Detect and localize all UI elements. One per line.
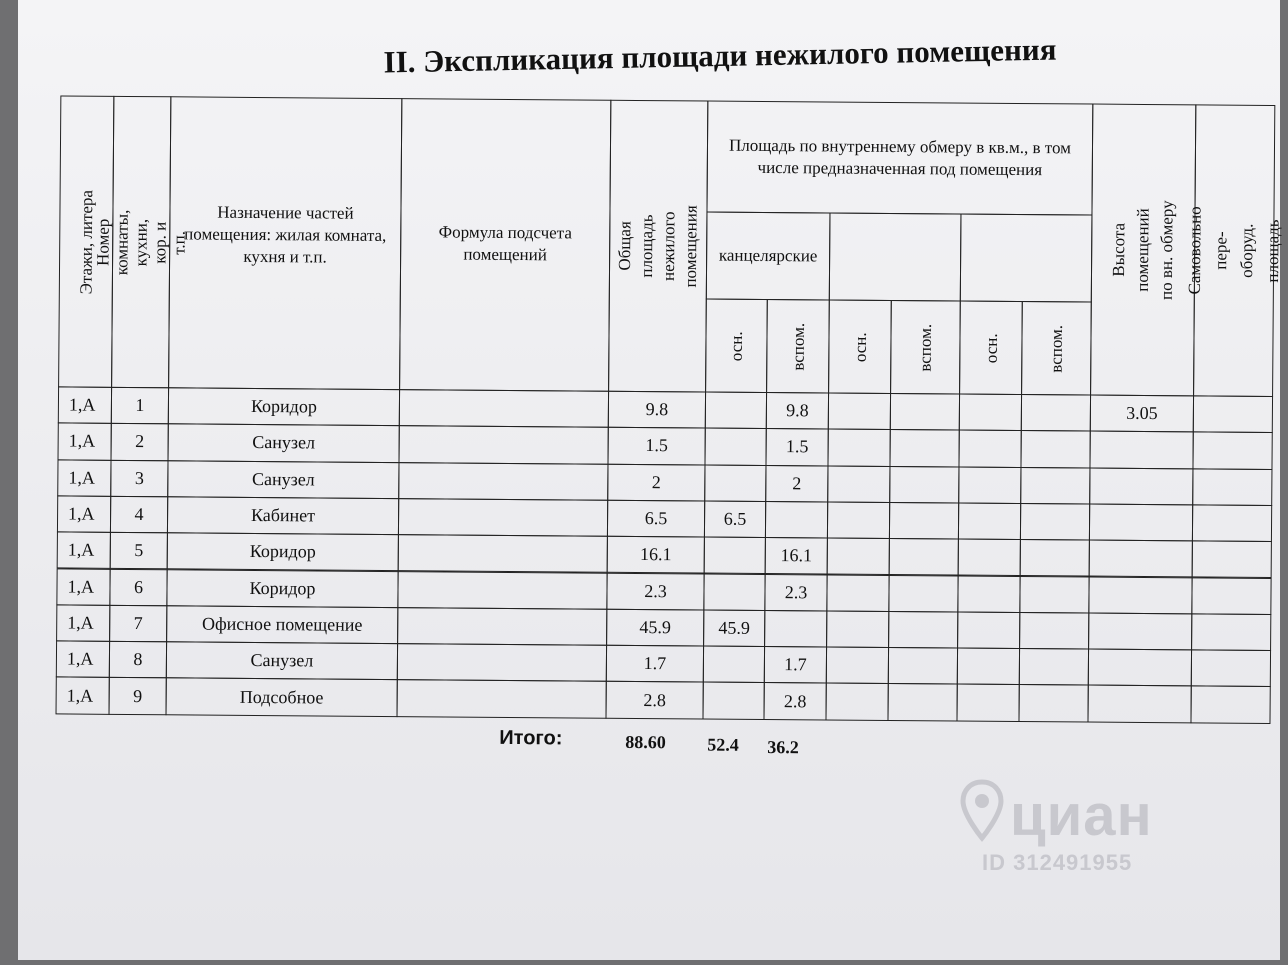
cell-floor: 1,А [56,568,110,606]
location-pin-icon [960,780,1004,842]
totals-total-area: 88.60 [625,731,666,753]
header-office-main [705,299,768,393]
header-purpose [168,96,402,390]
cell-main [703,646,765,684]
cell-height [1089,467,1193,505]
cell-g3m [958,539,1021,577]
header-height-text: Высота помещений по вн. обмеру [1108,200,1177,300]
cell-name: Подсобное [166,678,398,717]
cell-main: 45.9 [703,609,765,647]
cell-g2m [828,392,891,430]
cell-g2a [887,683,957,721]
header-total-area-text: Общая площадь нежилого помещения [615,205,701,288]
cell-main [702,682,764,720]
cell-floor: 1,А [56,604,110,642]
header-office-aux [766,299,830,393]
cell-g2a [888,611,958,649]
cell-g2m [826,574,889,612]
cell-floor: 1,А [56,641,110,679]
cell-aux: 1.7 [764,646,827,684]
header-self-built [1184,104,1283,397]
cell-no: 3 [110,459,168,497]
header-group3-aux-text: вспом. [1046,324,1067,373]
header-group2-main-text: осн. [850,331,870,362]
cell-total: 16.1 [607,536,705,574]
cell-height: 3.05 [1090,395,1194,433]
cell-aux: 2 [765,465,828,503]
cell-g3a [1021,394,1091,432]
cell-g3m [959,394,1022,432]
watermark-id: ID 312491955 [982,850,1133,875]
cell-self [1192,541,1272,579]
header-purpose-text: Назначение частей помещения: жилая комната, кухня и т.п. [184,202,387,267]
header-office-main-text: осн. [726,330,747,361]
cell-name: Кабинет [167,496,399,535]
cell-aux: 1.5 [765,428,828,466]
cell-main [704,464,766,502]
cell-main [705,392,767,430]
cell-floor: 1,А [58,423,112,461]
cell-total: 1.5 [607,427,705,465]
cell-g2m [826,647,889,685]
cell-total: 1.7 [606,645,704,683]
header-room-no [93,96,189,388]
cell-no: 9 [109,677,167,715]
cell-aux: 9.8 [766,392,829,430]
header-room-no-text: Номер комнаты, кухни, кор. и т.п. [93,209,189,275]
cell-formula [398,462,608,501]
totals-label: Итого: [499,726,563,750]
cell-name: Коридор [166,569,398,608]
header-office [706,212,831,301]
cell-total: 2.3 [606,572,704,610]
cell-self [1192,432,1272,470]
cell-formula [399,425,609,464]
cell-formula [397,679,607,718]
cell-self [1191,613,1271,651]
cell-g2a [888,574,958,612]
cell-floor: 1,А [56,677,110,715]
cell-name: Санузел [166,641,398,680]
header-formula-text: Формула подсчета помещений [438,222,572,265]
cell-aux: 16.1 [765,537,828,575]
cell-g3a [1020,467,1090,505]
cell-g2m [827,501,890,539]
header-office-aux-text: вспом. [788,322,808,371]
cell-floor: 1,А [57,495,111,533]
cell-total: 2.8 [605,681,703,719]
cell-g2m [827,538,890,576]
cell-height [1089,540,1193,578]
cell-g2m [825,683,888,721]
cell-height [1088,649,1192,687]
cell-aux: 2.8 [763,682,826,720]
cell-name: Коридор [167,532,399,571]
cell-g2m [827,465,890,503]
cell-formula [399,389,609,428]
cell-formula [397,643,607,682]
cell-aux: 2.3 [764,573,827,611]
totals-main: 52.4 [707,734,739,755]
cell-height [1089,503,1193,541]
cell-g2a [888,647,958,685]
header-group3-main [959,301,1023,395]
header-group2-aux [890,300,961,395]
cell-self [1191,649,1271,687]
cell-no: 1 [111,387,169,425]
header-group-3 [960,214,1093,303]
cell-g3m [957,575,1020,613]
cell-self [1192,504,1272,542]
cell-floor: 1,А [58,386,112,424]
cell-total: 6.5 [607,500,705,538]
cell-total: 2 [607,463,705,501]
cell-main [704,537,766,575]
cell-formula [397,571,607,610]
cell-name: Коридор [168,387,400,426]
cell-formula [398,498,608,537]
cell-self [1191,577,1271,615]
cell-formula [397,607,607,646]
cell-floor: 1,А [57,459,111,497]
header-group3-aux [1021,301,1092,396]
cell-height [1088,576,1192,614]
cell-name: Санузел [168,424,400,463]
cell-total: 45.9 [606,609,704,647]
cell-g3a [1019,612,1089,650]
cell-g2a [889,466,959,504]
header-inner-area [706,101,1093,216]
cell-g3a [1020,503,1090,541]
cell-total: 9.8 [608,391,706,429]
header-self-built-text: Самовольно пере- оборуд. площадь [1184,206,1283,295]
cell-g3m [958,502,1021,540]
cell-no: 7 [109,605,167,643]
cell-g2m [827,429,890,467]
cell-self [1190,686,1270,724]
cell-g3m [958,430,1021,468]
document-title: II. Экспликация площади нежилого помещения [383,31,1057,80]
cell-main [704,428,766,466]
cell-no: 2 [111,423,169,461]
cell-no: 5 [110,532,168,570]
cell-height [1088,612,1192,650]
cell-aux [765,501,828,539]
cell-no: 4 [110,496,168,534]
cell-no: 8 [109,641,167,679]
cell-aux [764,610,827,648]
cell-g3m [956,684,1019,722]
cell-height [1087,685,1191,723]
cell-main [703,573,765,611]
header-formula [399,98,611,392]
cell-main: 6.5 [704,500,766,538]
cell-g2a [890,393,960,431]
header-height [1090,104,1196,397]
cell-g3m [958,466,1021,504]
cell-g2a [889,429,959,467]
cell-g3m [957,611,1020,649]
cell-g2a [889,538,959,576]
cell-g3m [957,648,1020,686]
header-floor-text: Этажи, литера [76,189,97,294]
cell-g3a [1019,648,1089,686]
header-group-2 [829,212,962,301]
cell-g3a [1019,575,1089,613]
cell-floor: 1,А [57,532,111,570]
cell-g3a [1020,430,1090,468]
header-total-area [608,100,708,393]
cell-self [1192,468,1272,506]
cell-g3a [1020,539,1090,577]
header-inner-area-text: Площадь по внутреннему обмеру в кв.м., в том числе предназначенная под помещения [728,135,1072,180]
header-group2-main [828,299,892,393]
cell-self [1193,395,1273,433]
header-office-text: канцелярские [718,245,818,266]
cell-no: 6 [109,568,167,606]
cell-name: Санузел [167,460,399,499]
totals-aux: 36.2 [767,737,799,758]
cell-formula [398,534,608,573]
watermark-brand: циан [1010,783,1153,848]
header-group3-main-text: осн. [981,332,1001,363]
cell-g2a [889,502,959,540]
header-group2-aux-text: вспом. [915,323,936,372]
cell-height [1089,431,1193,469]
cell-g3a [1018,684,1088,722]
watermark [960,780,1190,890]
cell-name: Офисное помещение [166,605,398,644]
cell-g2m [826,610,889,648]
